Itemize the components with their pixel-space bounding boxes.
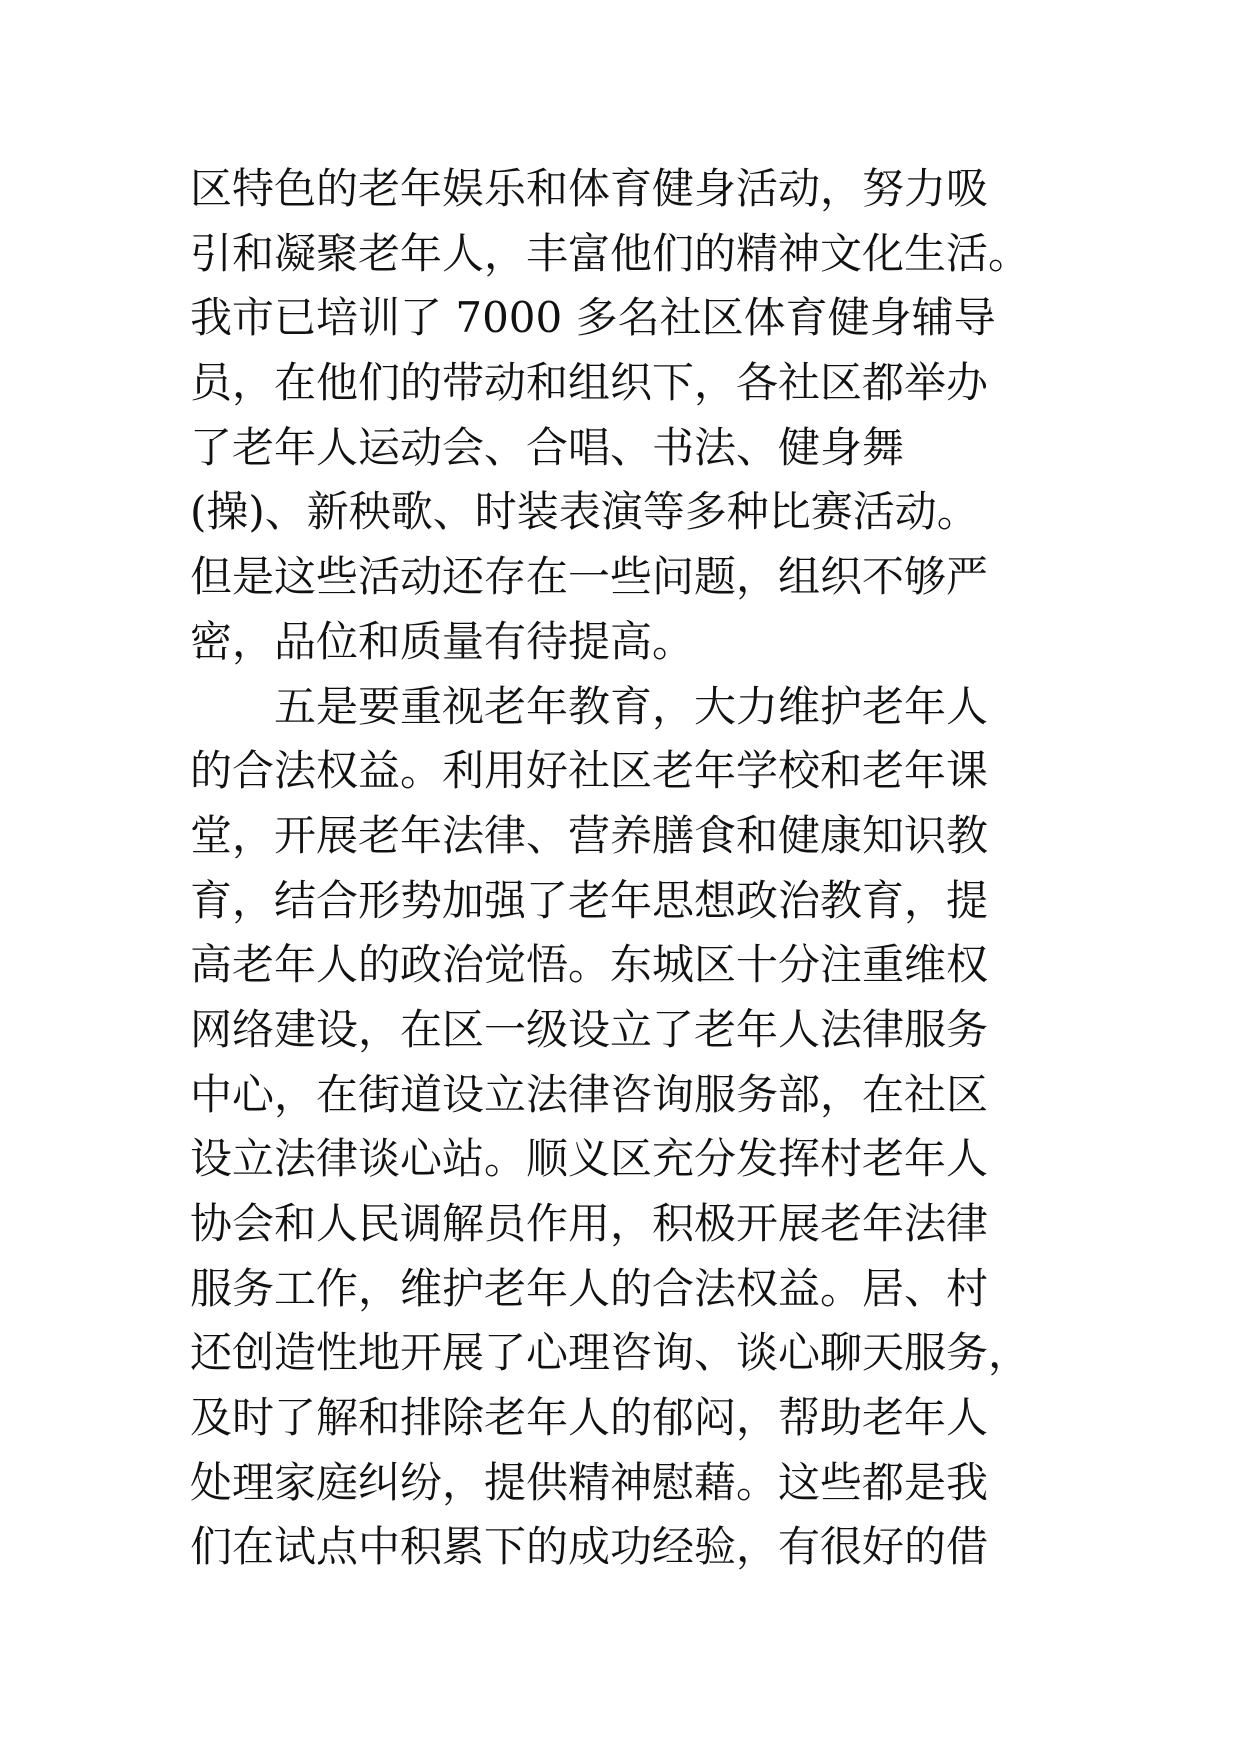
text-line: 引和凝聚老年人，丰富他们的精神文化生活。 <box>190 228 1031 278</box>
text-line: 及时了解和排除老年人的郁闷，帮助老年人 <box>190 1393 989 1443</box>
text-line: 网络建设，在区一级设立了老年人法律服务 <box>190 1004 989 1054</box>
text-line: 区特色的老年娱乐和体育健身活动，努力吸 <box>190 164 989 213</box>
text-line: 了老年人运动会、合唱、书法、健身舞 <box>190 422 905 472</box>
text-line: 中心，在街道设立法律咨询服务部，在社区 <box>190 1069 989 1119</box>
text-line: 堂，开展老年法律、营养膳食和健康知识教 <box>190 810 989 860</box>
text-line: 我市已培训了 7000 多名社区体育健身辅导 <box>190 293 996 343</box>
text-line: 但是这些活动还存在一些问题，组织不够严 <box>190 552 989 602</box>
text-line: 服务工作，维护老年人的合法权益。居、村 <box>190 1263 989 1313</box>
text-line: 高老年人的政治觉悟。东城区十分注重维权 <box>190 940 989 990</box>
text-line: 协会和人民调解员作用，积极开展老年法律 <box>190 1199 989 1248</box>
text-line: 员，在他们的带动和组织下，各社区都举办 <box>190 358 989 408</box>
text-line: 密，品位和质量有待提高。 <box>190 616 695 666</box>
body-text <box>190 157 1190 1580</box>
text-line: 育，结合形势加强了老年思想政治教育，提 <box>190 875 989 925</box>
text-line: (操)、新秧歌、时装表演等多种比赛活动。 <box>190 487 979 537</box>
text-line: 的合法权益。利用好社区老年学校和老年课 <box>190 746 989 796</box>
text-line: 五是要重视老年教育，大力维护老年人 <box>190 681 989 731</box>
text-line: 设立法律谈心站。顺义区充分发挥村老年人 <box>190 1134 989 1184</box>
text-line: 们在试点中积累下的成功经验，有很好的借 <box>190 1522 989 1572</box>
text-line: 还创造性地开展了心理咨询、谈心聊天服务， <box>190 1328 1031 1378</box>
text-line: 处理家庭纠纷，提供精神慰藉。这些都是我 <box>190 1457 989 1507</box>
